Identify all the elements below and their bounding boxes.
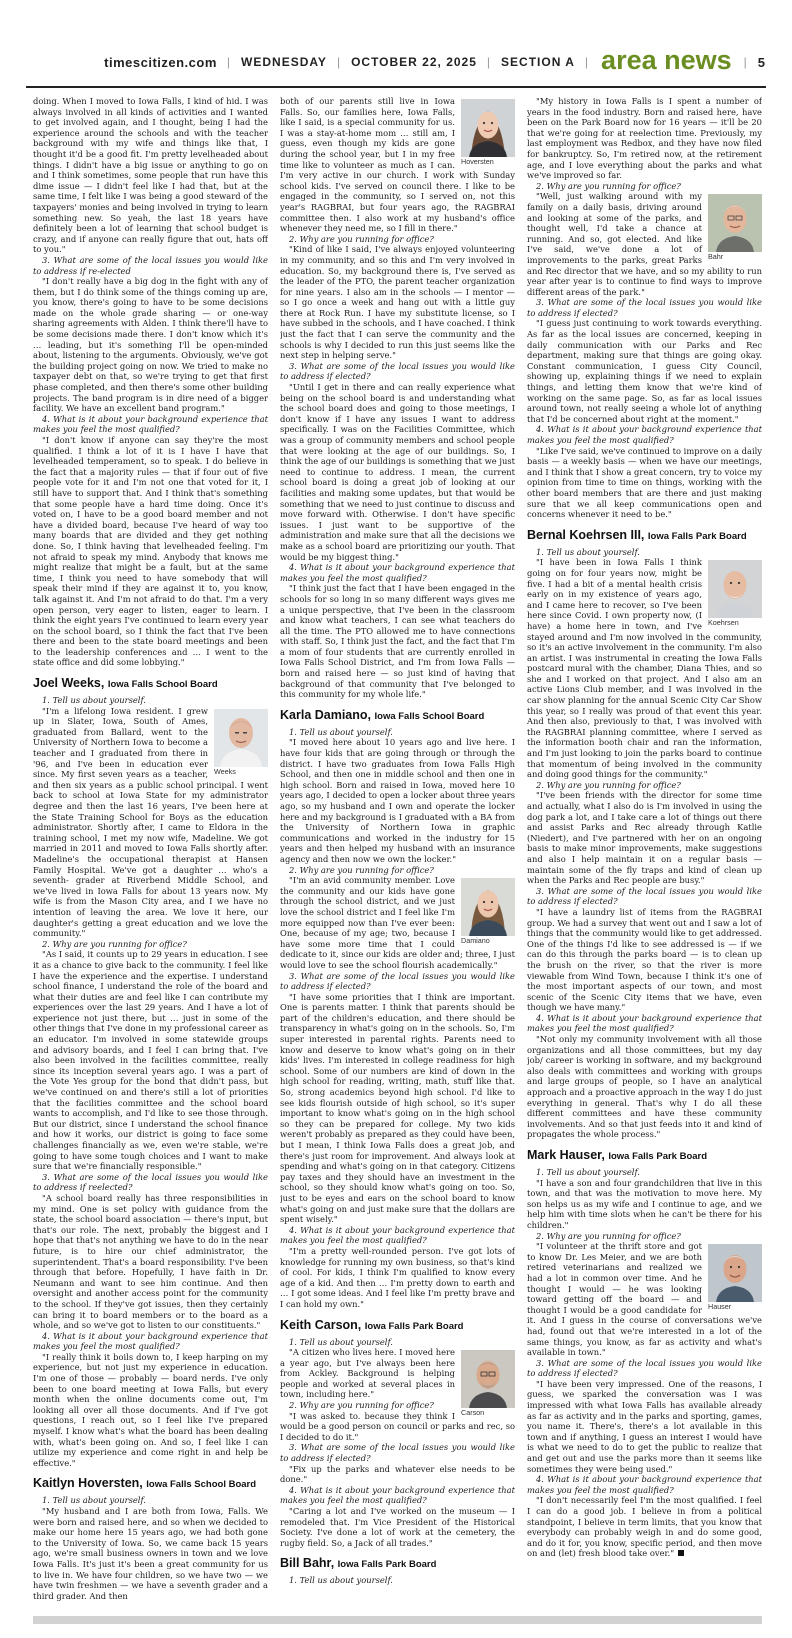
candidate-name: Kaitlyn Hoversten, [33,1476,143,1491]
photo-caption: Bahr [708,252,724,262]
paragraph: "I was asked to. because they think I would be a good person on council or parks and rec, so I decided to do it." [280,1410,515,1442]
candidate-affiliation: Iowa Falls School Board [374,710,485,722]
candidate-heading [280,708,515,724]
paragraph: "Well, just walking around with my family on a daily basis, driving around and looking at some of the parks, and thought well, I'd take a chance at running. And so, got elected. And like I've said, we've done a lot of improvements to the parks, great Parks and Rec director that we have, and so my ability to run year after year is to continue to find ways to improve different areas of the park." [527,191,762,297]
question: 4. What is it about your background experience that makes you feel the most qualified? [527,1012,762,1034]
paragraph: "I'm an avid community member. Love the community and our kids have gone through the school district, and we just love the school district and I feel like I'm more equipped now than I've ever been: One, because of my age; two, because I have some more time that I could dedicate to it, since our kids are older and; three, I just would love to see the school flourish academically." [280,875,515,970]
paragraph: "I have a son and four grandchildren that live in this town, and that was the motivation to move here. My son helps us as my wife and I continue to age, and we help him with time slots when he can't be there for his children." [527,1177,762,1230]
section-title: area news [601,44,732,75]
paragraph: "Caring a lot and I've worked on the museum — I remodeled that. I'm Vice President of the Historical Society. I've done a lot of work at the cemetery, the rugby field. So, a Jack of all trades." [280,1506,515,1548]
question: 2. Why are you running for office? [42,938,187,949]
site-name[interactable]: timescitizen.com [104,54,217,70]
paragraph: "A school board really has three responsibilities in my mind. One is set policy with guidance from the state, the school board association — there's input, but that's our role. The next, probably the biggest and I hope that that's not anything we have to do in the near future, is to hire our chief administrator, the superintendent. That's a board responsibility. I've been through that before. Hopefully, I have faith in Dr. Neumann and want to see him continue. And then oversight and another access point for the community to the school. If they've got issues, then they certainly can bring it to board members or to the board as a whole, and so we've got to listen to our constituents." [33,1192,268,1331]
article-columns [33,96,762,1611]
photo-caption: Damiano [461,936,490,946]
header-rule [26,86,766,88]
candidate-affiliation: Iowa Falls Park Board [337,1559,437,1571]
question: 1. Tell us about yourself. [289,1336,393,1347]
candidate-heading [33,1476,268,1492]
paragraph: "Until I get in there and can really experience what being on the school board is and understanding what the school board does and going to those meetings, I don't know if I have any issues I want to address specifically. I was on the Facilities Committee, which was a group of community members and school people that were looking at the age of our buildings. So, I think the age of our buildings is something that we just need to continue to address. I mean, the current school board is doing a great job of looking at our facilities and making some updates, but that would be something that we need to just continue to discuss and move forward with. Otherwise. I don't have specific issues. I just want to be supportive of the administration and make sure that all the decisions we make as a school board are prioritizing our youth. That would be my biggest thing." [280,382,515,562]
question: 1. Tell us about yourself. [42,1495,146,1506]
candidate-name: Keith Carson, [280,1317,362,1332]
portrait-koehrsen-image [708,560,762,618]
paragraph: "Like I've said, we've continued to improve on a daily basis — a weekly basis — when we have our meetings, and I think that I show a great concern, try to voice my opinion from time to time on things, working with the other board members that are there and just making sure that we all keep communications open and concerns whenever it need to be." [527,445,762,520]
candidate-affiliation: Iowa Falls Park Board [608,1151,708,1162]
header-section: SECTION A [501,55,575,69]
candidate-photo [708,560,762,628]
portrait-hoversten-image [461,99,515,157]
candidate-affiliation: Iowa Falls School Board [107,679,218,691]
paragraph: "I have been very impressed. One of the reasons, I guess, we sparked the conversation was I was impressed with what Iowa Falls has available already as far as activity and in the parks and sporting, games, you name it. There's, there's a lot available in this town and if anything, I guess an interest I would have is what we need to do to get the public to realize that and get out and use the parks more than it seems like sometimes they were being used." [527,1378,762,1474]
column-3 [527,96,762,1611]
candidate-photo [214,709,268,777]
candidate-affiliation: Iowa Falls Park Board [364,1320,464,1332]
paragraph: "Fix up the parks and whatever else needs to be done." [280,1463,515,1485]
paragraph: doing. When I moved to Iowa Falls, I kind of hid. I was always involved in all kinds of activities and I wanted to get involved again, and I thought, being I had the experience around the schools and with the teacher background with my wife and things like that, I thought it'd be a good fit. I'm pretty levelheaded about things. I didn't have a big issue or anything to go on and I think sometimes, some people that run have this dime issue — I didn't feel like I had that, but at the same time, I felt like I was being a good steward of the taxpayers' monies and being involved in trying to learn something new. So yeah, the last 18 years have definitely been a lot of learning that school budget is crazy, and if anyone can really figure that out, hats off to you." [33,96,268,255]
page-header [26,40,766,84]
question: 2. Why are you running for office? [536,1230,681,1241]
paragraph: "I have been in Iowa Falls I think going on for four years now, might be five. I had a bit of a mental health crisis early on in my existence of years ago, and I came here to recover, so I've been here since Covid. I own property now, (I have) a home here in town, and I've stayed around and I'm now involved in the community, so it's an active involvement in the community. I'm also an artist. I was instrumental in creating the Iowa Falls postcard mural with the chamber, Diana Thies, and so she and I worked on that project. And I also am an active Lions Club member, and I was involved in the car show planning for the annual Scenic City Car Show this year, so I really was proud of that event this year. And then also, previously to that, I was involved with the RAGBRAI planning committee, where I served as the information booth chair and ran the information, and I'm just looking to join the parks board to continue that momentum of being involved in the community and doing good things for the community." [527,557,762,780]
paragraph-text: "I don't necessarily feel I'm the most qualified. I feel I can do a good job. I believe in from a political standpoint, I believe in term limits, that you know that everybody can probably weigh in and do some good, and do it for, you know, specific period, and then move on and (let) fresh blood take over." [527,1495,762,1559]
question: 1. Tell us about yourself. [42,695,146,706]
question: 4. What is it about your background experience that makes you feel the most qualified? [280,1224,515,1246]
header-separator: | [743,55,748,69]
question: 3. What are some of the local issues you would like to address if elected? [527,885,762,907]
question: 3. What are some of the local issues you would like to address if elected? [280,360,515,382]
question: 1. Tell us about yourself. [536,1167,640,1177]
candidate-affiliation: Iowa Falls School Board [146,1479,257,1491]
question: 3. What are some of the local issues you would like to address if elected? [527,297,762,318]
question: 4. What is it about your background experience that makes you feel the most qualified? [280,562,515,583]
photo-caption: Hoversten [461,157,494,166]
question: 2. Why are you running for office? [289,1400,434,1411]
question: 1. Tell us about yourself. [289,726,393,737]
paragraph: both of our parents still live in Iowa Falls. So, our families here, Iowa Falls, like I said, is a special community for us. I was a stay-at-home mom … still am, I guess, even though my kids are gone during the school year, but I in my free time like to volunteer as much as I can. I'm very active in our church. I work with Sunday school kids. I've served on council there. I like to be engaged in the community, so I served on, not this year's RAGBRAI, but four years ago, the RAGBRAI committee then. I also work at my husband's office whenever they need me, so I fill in there." [280,96,515,234]
column-2 [280,96,515,1611]
question: 1. Tell us about yourself. [536,546,640,557]
page-number: 5 [757,54,766,70]
portrait-bahr-image [708,194,762,252]
question: 4. What is it about your background experience that makes you feel the most qualified? [280,1484,515,1506]
paragraph: "Kind of like I said, I've always enjoyed volunteering in my community, and so this and I'm very involved in education. So, my background there is, I've served as the leader of the PTO, the parent teacher organization for nine years. I also am in the schools — I mentor — so I go once a week and hang out with a little guy there at Rock Run. I have my substitute license, so I have subbed in the schools, and I have coached. I think just the fact that I can serve the community and the schools is why I decided to run this just seems like the next step in helping serve." [280,244,515,361]
question: 2. Why are you running for office? [289,233,434,244]
header-day: WEDNESDAY [241,55,327,69]
question: 4. What is it about your background experience that makes you feel the most qualified? [33,413,268,435]
candidate-photo [461,99,515,167]
end-of-story-mark [678,1550,684,1556]
paragraph: "I guess just continuing to work towards everything. As far as the local issues are concerned, keeping in daily communication with our Parks and Rec department, making sure that things are going okay. Constant communication, I guess City Council, showing up, explaining things if we need to explain things, and letting them know that we're kind of working on the same page. So, as far as local issues around town, not really seeing a whole lot of anything that I'd be concerned about right at the moment." [527,318,762,424]
candidate-name: Bill Bahr, [280,1556,335,1571]
paragraph: "I'm a pretty well-rounded person. I've got lots of knowledge for running my own business, so that's kind of cool. For kids, I think I'm qualified to know every age of a kid. And then … I'm pretty down to earth and … I got some ideas. And I feel like I'm pretty brave and I can hold my own." [280,1245,515,1309]
paragraph: "My husband and I are both from Iowa, Falls. We were born and raised here, and so when we decided to make our home here 15 years ago, we had both gone to the University of Iowa. So, we came back 15 years ago, we're small business owners in town and we love Iowa Falls. It's just it's been a great community for us to live in. We have four children, so we have two — we have twin freshmen — we have a seventh grader and a third grader. And then [33,1506,268,1601]
question: 2. Why are you running for office? [536,779,681,790]
question: 4. What is it about your background experience that makes you feel the most qualified? [527,1474,762,1495]
question: 2. Why are you running for office? [289,864,434,875]
paragraph: "I have some priorities that I think are important. One is parents matter. I think that parents should be part of the children's education, and there should be transparency in what's going on in the schools. So, I'm super interested in parental rights. Parents need to know and deserve to know what's going on in their kids' lives. I'm interested in college readiness for high school. Some of our numbers are kind of down in the high school for reading, writing, math, stuff like that. So, strong academics beyond high school. I'd like to see kids flourish outside of high school, so it's super important to know what's going on in the high school so they can be prepared for college. My two kids weren't probably as prepared as they could have been, but I mean, I think Iowa Falls does a great job, and there's just room for improvement. And always look at spending and what's going on in that category. Citizens pay taxes and they should have an investment in the school, so they should know what's going on too. So, just to be eyes and ears on the school board to know what's going on and just make sure that the dollars are spent wisely." [280,991,515,1225]
candidate-heading [280,1318,515,1334]
question: 1. Tell us about yourself. [289,1575,393,1586]
candidate-heading [527,1148,762,1164]
portrait-damiano-image [461,878,515,936]
paragraph: "I've been friends with the director for some time and actually, what I also do is I'm involved in using the dog park a lot, and I take care a lot of things out there and assist Parks and Rec already through Katlie (Niedert), and I've partnered with her on an ongoing basis to make minor improvements, make suggestions and also I help maintain it on a regular basis — maintain some of the fly traps and kind of clean up when the Parks and Rec people are busy." [527,790,762,886]
paragraph: "I think just the fact that I have been engaged in the schools for so long in so many different ways gives me a unique perspective, that I've been in the classroom and know what teachers, I can see what teachers do all the time. The PTO allowed me to have connections with staff. So, I think just the fact, and the fact that I'm a mom of four students that are currently enrolled in Iowa Falls School District, and I'm from Iowa Falls — born and raised here — so just kind of having that background of that community that I've belonged to this community for my whole life." [280,583,515,700]
question: 3. What are some of the local issues you would like to address if elected? [527,1357,762,1379]
candidate-name: Joel Weeks, [33,676,105,691]
paragraph-last [527,1495,762,1559]
candidate-heading [33,676,268,692]
paragraph: "My history in Iowa Falls is I spent a number of years in the food industry. Born and raised here, have been on the Park Board now for 16 years — it'll be 20 that we're going for at reelection time. Previously, my last employment was Redbox, and they have now filed for bankruptcy. So, I'm retired now, at the retirement age, and I love everything about the parks and what we've improved so far. [527,96,762,181]
portrait-weeks-image [214,709,268,767]
candidate-name: Mark Hauser, [527,1148,605,1162]
portrait-carson-image [461,1350,515,1408]
candidate-photo [708,194,762,262]
candidate-heading [527,528,762,544]
candidate-photo [708,1244,762,1312]
paragraph: "As I said, it counts up to 29 years in education. I see it as a chance to give back to the community. I feel like I have the experience and the expertise. I understand school finance, I understand the role of the board and what their duties are and feel like I can contribute my experiences over the last 29 years. And I have a lot of experience not just there, but … just in some of the other things that I've done in my professional career as an educator. I'm involved in some statewide groups and advisory boards, and I feel I can bring that. I've also been involved in the facilities committee, really since its inception several years ago. I was a part of the Vote Yes group for the bond that didn't pass, but we've continued on and there's still a lot of priorities that the facilities committee and the school board wants to accomplish, and I'd like to see those through. But our district, since I understand the school finance and how it works, our district is going to face some challenges financially as we, even we're stable, we're going to have some tough choices and I want to make sure that we're financially responsible." [33,949,268,1172]
photo-caption: Hauser [708,1302,732,1312]
question: 4. What is it about your background experience that makes you feel the most qualified? [33,1330,268,1352]
photo-caption: Weeks [214,766,236,776]
paragraph: "I don't know if anyone can say they're the most qualified. I think a lot of it is I have I have that levelheaded temperament, so to speak. I do believe in the fact that a majority rules — that if four out of five people vote for it and I'm not one that voted for it, I still have to support that. And I think that's something that some people have a hard time doing. Once it's voted on, I have to be a good board member and not have a divided board, because I've heard of way too many boards that are divided and they get nothing done. So, I think having that levelheaded feeling. I'm not afraid to speak my mind. Anybody that knows me might realize that might be a fault, but at the same time, I think you need to have somebody that will speak their mind if they are against it to, you know, talk against it. And I'm not afraid to do that. I'm a very open person, very eager to listen, eager to learn. I think the eight years I've continued to learn every year on the school board, so I think the fact that I've been there and been to the state board meetings and been to the leadership conferences and … I went to the state office and did some lobbying." [33,435,268,668]
candidate-heading [280,1556,515,1572]
question: 3. What are some of the local issues you would like to address if elected? [280,1442,515,1464]
header-separator: | [584,55,590,69]
candidate-affiliation: Iowa Falls Park Board [647,530,747,542]
column-1 [33,96,268,1611]
paragraph: "Not only my community involvement with all those organizations and all those committees, but my day job/ career is working in software, and my background also deals with committees and working with groups and large groups of people, so I have an analytical approach and a proactive approach in the way I do just everything in general. That's why I do all these different committees and have these community involvements. And so that just feeds into it and kind of propagates the whole process." [527,1034,762,1140]
footer-bar [33,1616,762,1624]
question: 3. What are some of the local issues you would like to address if elected? [280,970,515,992]
header-separator: | [226,55,232,69]
photo-caption: Carson [461,1408,485,1418]
paragraph: "I moved here about 10 years ago and live here. I have four kids that are going through or through the district. I have two graduates from Iowa Falls High School, and then one in middle school and then one in high school. Born and raised in Iowa, moved here 10 years ago, I decided to open a locker about three years ago, so my husband and I own and operate the locker here and my background is I graduated with a BA from the University of Northern Iowa in graphic communications and worked in the industry for 15 years and then helped my husband with an insurance agency and then now we own the locker." [280,737,515,864]
photo-caption: Koehrsen [708,618,739,628]
paragraph: "I really think it boils down to, I keep harping on my experience, but not just my experience in education. I'm one of those — probably — board nerds. I've only been to one board meeting at Iowa Falls, but every month when the online documents come out, I'm looking all over all those documents. And if I've got questions, I reach out, so I feel like I've prepared myself. I know what's what the board has been dealing with, what's been going on. And so, I feel like I can utilize my experience and come right in and help be effective." [33,1351,268,1468]
paragraph: "I have a laundry list of items from the RAGBRAI group. We had a survey that went out and I saw a lot of things that the community would like to get addressed. One of the things I'd like to see addressed is — if we can do this through the parks board — is to clean up the brush on the river, so that the river is more viewable from Wind Town, because I think it's one of the most important aspects of our town, and most scenic of the Scenic City items that we have, even though we have many." [527,906,762,1013]
question: 3. What are some of the local issues you would like to address if re-elected [33,254,268,276]
paragraph: "I'm a lifelong Iowa resident. I grew up in Slater, Iowa, South of Ames, graduated from Ballard, went to the University of Northern Iowa to become a teacher and I graduated from there in '96, and I've been in education ever since. My first seven years as a teacher, and then six years as a public school principal. I went back to school at Iowa State for my administrator degree and then the last 16 years, I've been here at the State Training School for Boys as the education administrator. Shortly after, I came to Eldora in the training school, I met my now wife, Madeline. We got married in 2011 and moved to Iowa Falls shortly after. Madeline's the occupational therapist at Hansen Family Hospital. We've got a daughter … who's a seventh- grader at Riverbend Middle School, and we've lived in Iowa Falls for about 13 years now. My wife is from the Mason City area, and I we have no intention of leaving the area. We love it here, our daughter's getting a great education and we love the community." [33,705,268,939]
paragraph: "A citizen who lives here. I moved here a year ago, but I've always been here from Ackley. Background is helping people and worked at several places in town, including here." [280,1347,455,1400]
paragraph: "I volunteer at the thrift store and got to know Dr. Les Meier, and we are both retired veterinarians and realized we had a lot in common over time. And he thought I would — he was looking toward getting off the board — and thought I would be a good candidate for it. And I guess in the course of conversations we've had, found out that we're interested in a lot of the same things, you know, as far as activity and what's available in town." [527,1241,762,1358]
header-date: OCTOBER 22, 2025 [351,55,477,69]
header-separator: | [486,55,492,69]
header-separator: | [336,55,342,69]
question: 4. What is it about your background experience that makes you feel the most qualified? [527,424,762,445]
candidate-photo [461,878,515,946]
candidate-name: Bernal Koehrsen III, [527,527,645,542]
question: 3. What are some of the local issues you would like to address if reelected? [33,1171,268,1193]
question: 2. Why are you running for office? [536,180,681,191]
candidate-photo [461,1350,515,1418]
paragraph: "I don't really have a big dog in the fight with any of them, but I do think some of the things coming up are, you know, there's going to have to be some decisions made on the whole grade sharing — or one-way sharing agreements with Alden. I think there'll have to be some decisions made there. I don't know which it's … leading, but it's something I'll be open-minded about, listening to the arguments. Obviously, we've got the building project going on now. We tried to make no taxpayer debt on that, so we're trying to get that first phase completed, and then there's some other building projects. The band program is in dire need of a bigger facility. We have an excellent band program." [33,276,268,414]
portrait-hauser-image [708,1244,762,1302]
candidate-name: Karla Damiano, [280,707,372,722]
